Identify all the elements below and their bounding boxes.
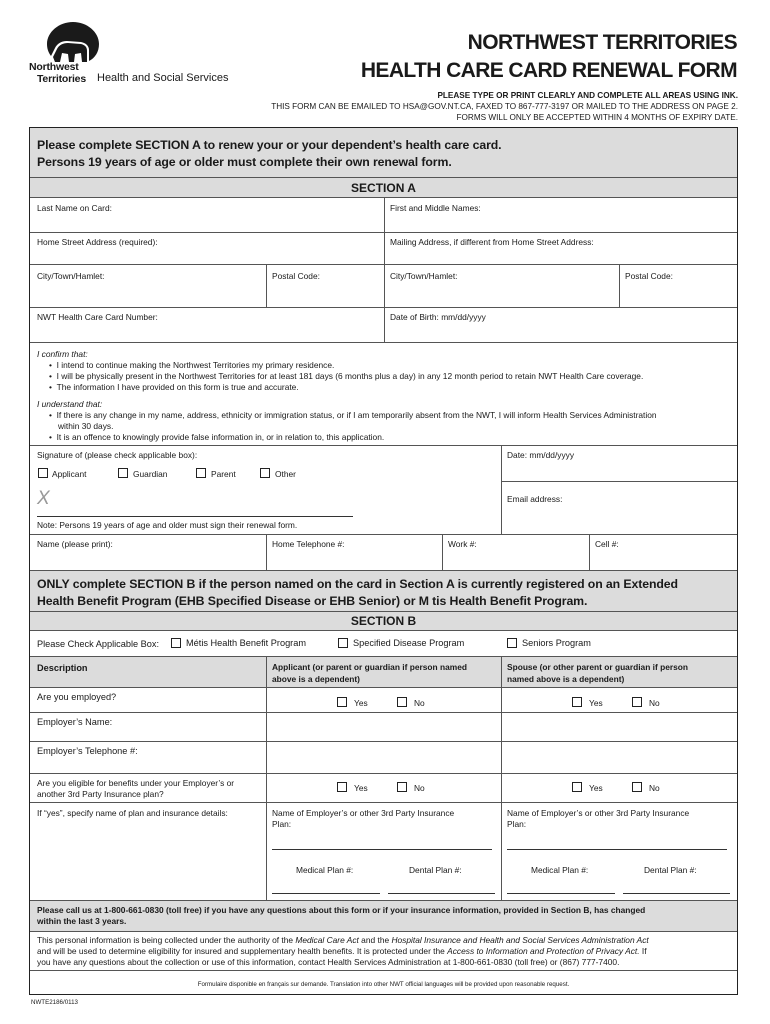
other-checkbox[interactable]: [260, 468, 270, 478]
spouse-employed-no-checkbox[interactable]: [632, 697, 642, 707]
privacy-line3: you have any questions about the collection or use of this information, contact Health Services Administration at 1-800-661-0830 (toll free) or (867) 777-7400.: [37, 957, 620, 967]
home-address-field[interactable]: Home Street Address (required):: [37, 237, 158, 247]
metis-program-label: Métis Health Benefit Program: [186, 638, 306, 648]
applicant-medical-plan-label: Medical Plan #:: [296, 865, 354, 875]
applicant-medical-plan-input[interactable]: [272, 893, 380, 894]
spouse-eligible-yes-checkbox[interactable]: [572, 782, 582, 792]
yes-label: Yes: [354, 698, 368, 708]
department-name: Health and Social Services: [97, 72, 229, 84]
section-b-intro-line1: ONLY complete SECTION B if the person named on the card in Section A is currently registered on an Extended: [37, 577, 678, 591]
yes-label: Yes: [354, 783, 368, 793]
applicant-eligible-yes-checkbox[interactable]: [337, 782, 347, 792]
postal-code-field[interactable]: Postal Code:: [272, 271, 320, 281]
spouse-eligible-no-checkbox[interactable]: [632, 782, 642, 792]
confirm-item: • The information I have provided on this form is true and accurate.: [49, 382, 299, 392]
form-title-line2: HEALTH CARE CARD RENEWAL FORM: [360, 59, 737, 82]
intro-banner: [30, 128, 737, 177]
seniors-program-label: Seniors Program: [522, 638, 591, 648]
spouse-medical-plan-label: Medical Plan #:: [531, 865, 589, 875]
applicant-header-line1: Applicant (or parent or guardian if person named: [272, 662, 467, 672]
spouse-dental-plan-input[interactable]: [623, 893, 730, 894]
seniors-program-checkbox[interactable]: [507, 638, 517, 648]
parent-label: Parent: [211, 469, 236, 479]
mailing-postal-code-field[interactable]: Postal Code:: [625, 271, 673, 281]
no-label: No: [414, 783, 425, 793]
yes-label: Yes: [589, 783, 603, 793]
submission-instruction: THIS FORM CAN BE EMAILED TO HSA@GOV.NT.CA, FAXED TO 867-777-3197 OR MAILED TO THE ADDRESS ON PAGE 2.: [271, 102, 738, 111]
mailing-address-field[interactable]: Mailing Address, if different from Home Street Address:: [390, 237, 594, 247]
home-telephone-field[interactable]: Home Telephone #:: [272, 539, 345, 549]
guardian-label: Guardian: [133, 469, 168, 479]
first-middle-name-field[interactable]: First and Middle Names:: [390, 203, 481, 213]
gnwt-logo: [29, 20, 239, 86]
call-note-line1: Please call us at 1-800-661-0830 (toll free) if you have any questions about this form or if your insurance information, provided in Section B, has changed: [37, 905, 646, 915]
applicant-dental-plan-label: Dental Plan #:: [409, 865, 462, 875]
no-label: No: [649, 698, 660, 708]
privacy-line1: This personal information is being collected under the authority of the Medical Care Act and the Hospital Insurance and Health and Social Services Administration Act: [37, 935, 649, 945]
cell-telephone-field[interactable]: Cell #:: [595, 539, 619, 549]
expiry-instruction: FORMS WILL ONLY BE ACCEPTED WITHIN 4 MONTHS OF EXPIRY DATE.: [456, 113, 738, 122]
section-b-intro-line2: Health Benefit Program (EHB Specified Disease or EHB Senior) or M tis Health Benefit Program.: [37, 594, 588, 608]
spouse-employer-phone-input[interactable]: [502, 742, 737, 773]
applicant-employed-yes-checkbox[interactable]: [337, 697, 347, 707]
understand-item: • If there is any change in my name, address, ethnicity or immigration status, or if I am temporarily absent from the NWT, I will inform Health Services Administration: [49, 410, 657, 420]
spouse-plan-name-input[interactable]: [507, 849, 727, 850]
sign-note: Note: Persons 19 years of age and older must sign their renewal form.: [37, 520, 298, 530]
yes-label: Yes: [589, 698, 603, 708]
spouse-plan-name-label-line1: Name of Employer’s or other 3rd Party Insurance: [507, 808, 690, 818]
signature-x-mark: X: [37, 488, 50, 509]
spouse-employed-yes-checkbox[interactable]: [572, 697, 582, 707]
last-name-field[interactable]: Last Name on Card:: [37, 203, 112, 213]
signature-line[interactable]: [37, 516, 353, 517]
applicant-employer-phone-input[interactable]: [267, 742, 501, 773]
no-label: No: [649, 783, 660, 793]
understand-heading: I understand that:: [37, 399, 103, 409]
name-print-field[interactable]: Name (please print):: [37, 539, 113, 549]
employer-name-label: Employer’s Name:: [37, 717, 113, 727]
privacy-line2: and will be used to determine eligibility for insured and supplementary health benefits. It is protected under the Access to Information and Protection of Privacy Act. If: [37, 946, 647, 956]
form-number: NWTE2186/0113: [31, 999, 79, 1006]
guardian-checkbox[interactable]: [118, 468, 128, 478]
confirm-item: • I will be physically present in the Northwest Territories for at least 181 days (6 months plus a day) in any 12 month period to retain NWT Health Care coverage.: [49, 371, 644, 381]
polar-bear-logo-icon: [45, 20, 101, 62]
spouse-dental-plan-label: Dental Plan #:: [644, 865, 697, 875]
applicant-plan-name-label-line1: Name of Employer’s or other 3rd Party Insurance: [272, 808, 455, 818]
section-a-title: SECTION A: [351, 181, 416, 195]
employer-telephone-label: Employer’s Telephone #:: [37, 746, 138, 756]
ink-instruction: PLEASE TYPE OR PRINT CLEARLY AND COMPLETE ALL AREAS USING INK.: [437, 91, 738, 100]
spouse-header-line2: named above is a dependent): [507, 674, 625, 684]
confirm-item: • I intend to continue making the Northwest Territories my primary residence.: [49, 360, 335, 370]
employed-question: Are you employed?: [37, 692, 117, 702]
spouse-plan-name-label-line2: Plan:: [507, 819, 527, 829]
applicant-dental-plan-input[interactable]: [388, 893, 495, 894]
metis-program-checkbox[interactable]: [171, 638, 181, 648]
logo-line2: Territories: [37, 73, 86, 85]
applicant-plan-name-input[interactable]: [272, 849, 492, 850]
email-field[interactable]: Email address:: [507, 494, 563, 504]
program-check-label: Please Check Applicable Box:: [37, 639, 160, 649]
applicant-employer-name-input[interactable]: [267, 713, 501, 741]
confirm-heading: I confirm that:: [37, 349, 88, 359]
specify-plan-label: If “yes”, specify name of plan and insurance details:: [37, 808, 228, 818]
eligible-question-line1: Are you eligible for benefits under your Employer’s or: [37, 778, 235, 788]
applicant-header-line2: above is a dependent): [272, 674, 360, 684]
work-telephone-field[interactable]: Work #:: [448, 539, 477, 549]
specified-disease-label: Specified Disease Program: [353, 638, 465, 648]
call-note-line2: within the last 3 years.: [37, 916, 127, 926]
date-field[interactable]: Date: mm/dd/yyyy: [507, 450, 575, 460]
intro-line1: Please complete SECTION A to renew your or your dependent’s health care card.: [37, 138, 502, 152]
logo-line1: Northwest: [29, 61, 79, 73]
applicant-plan-name-label-line2: Plan:: [272, 819, 292, 829]
form-title-line1: NORTHWEST TERRITORIES: [467, 31, 737, 54]
eligible-question-line2: another 3rd Party Insurance plan?: [37, 789, 164, 799]
signature-label: Signature of (please check applicable box):: [37, 450, 198, 460]
date-of-birth-field[interactable]: Date of Birth: mm/dd/yyyy: [390, 312, 486, 322]
applicant-employed-no-checkbox[interactable]: [397, 697, 407, 707]
mailing-city-field[interactable]: City/Town/Hamlet:: [390, 271, 458, 281]
french-availability-note: Formulaire disponible en français sur demande. Translation into other NWT official languages will be provided upon reasonable request.: [197, 981, 570, 988]
no-label: No: [414, 698, 425, 708]
spouse-header-line1: Spouse (or other parent or guardian if person: [507, 662, 689, 672]
description-header: Description: [37, 663, 88, 673]
health-card-number-field[interactable]: NWT Health Care Card Number:: [37, 312, 158, 322]
specified-disease-checkbox[interactable]: [338, 638, 348, 648]
intro-line2: Persons 19 years of age or older must complete their own renewal form.: [37, 155, 452, 169]
spouse-medical-plan-input[interactable]: [507, 893, 615, 894]
spouse-employer-name-input[interactable]: [502, 713, 737, 741]
applicant-label: Applicant: [52, 469, 87, 479]
city-field[interactable]: City/Town/Hamlet:: [37, 271, 105, 281]
applicant-eligible-no-checkbox[interactable]: [397, 782, 407, 792]
applicant-checkbox[interactable]: [38, 468, 48, 478]
understand-item: • It is an offence to knowingly provide false information in, or in relation to, this application.: [49, 432, 385, 442]
understand-item-continued: within 30 days.: [58, 421, 114, 431]
other-label: Other: [275, 469, 296, 479]
parent-checkbox[interactable]: [196, 468, 206, 478]
section-b-title: SECTION B: [350, 614, 417, 628]
